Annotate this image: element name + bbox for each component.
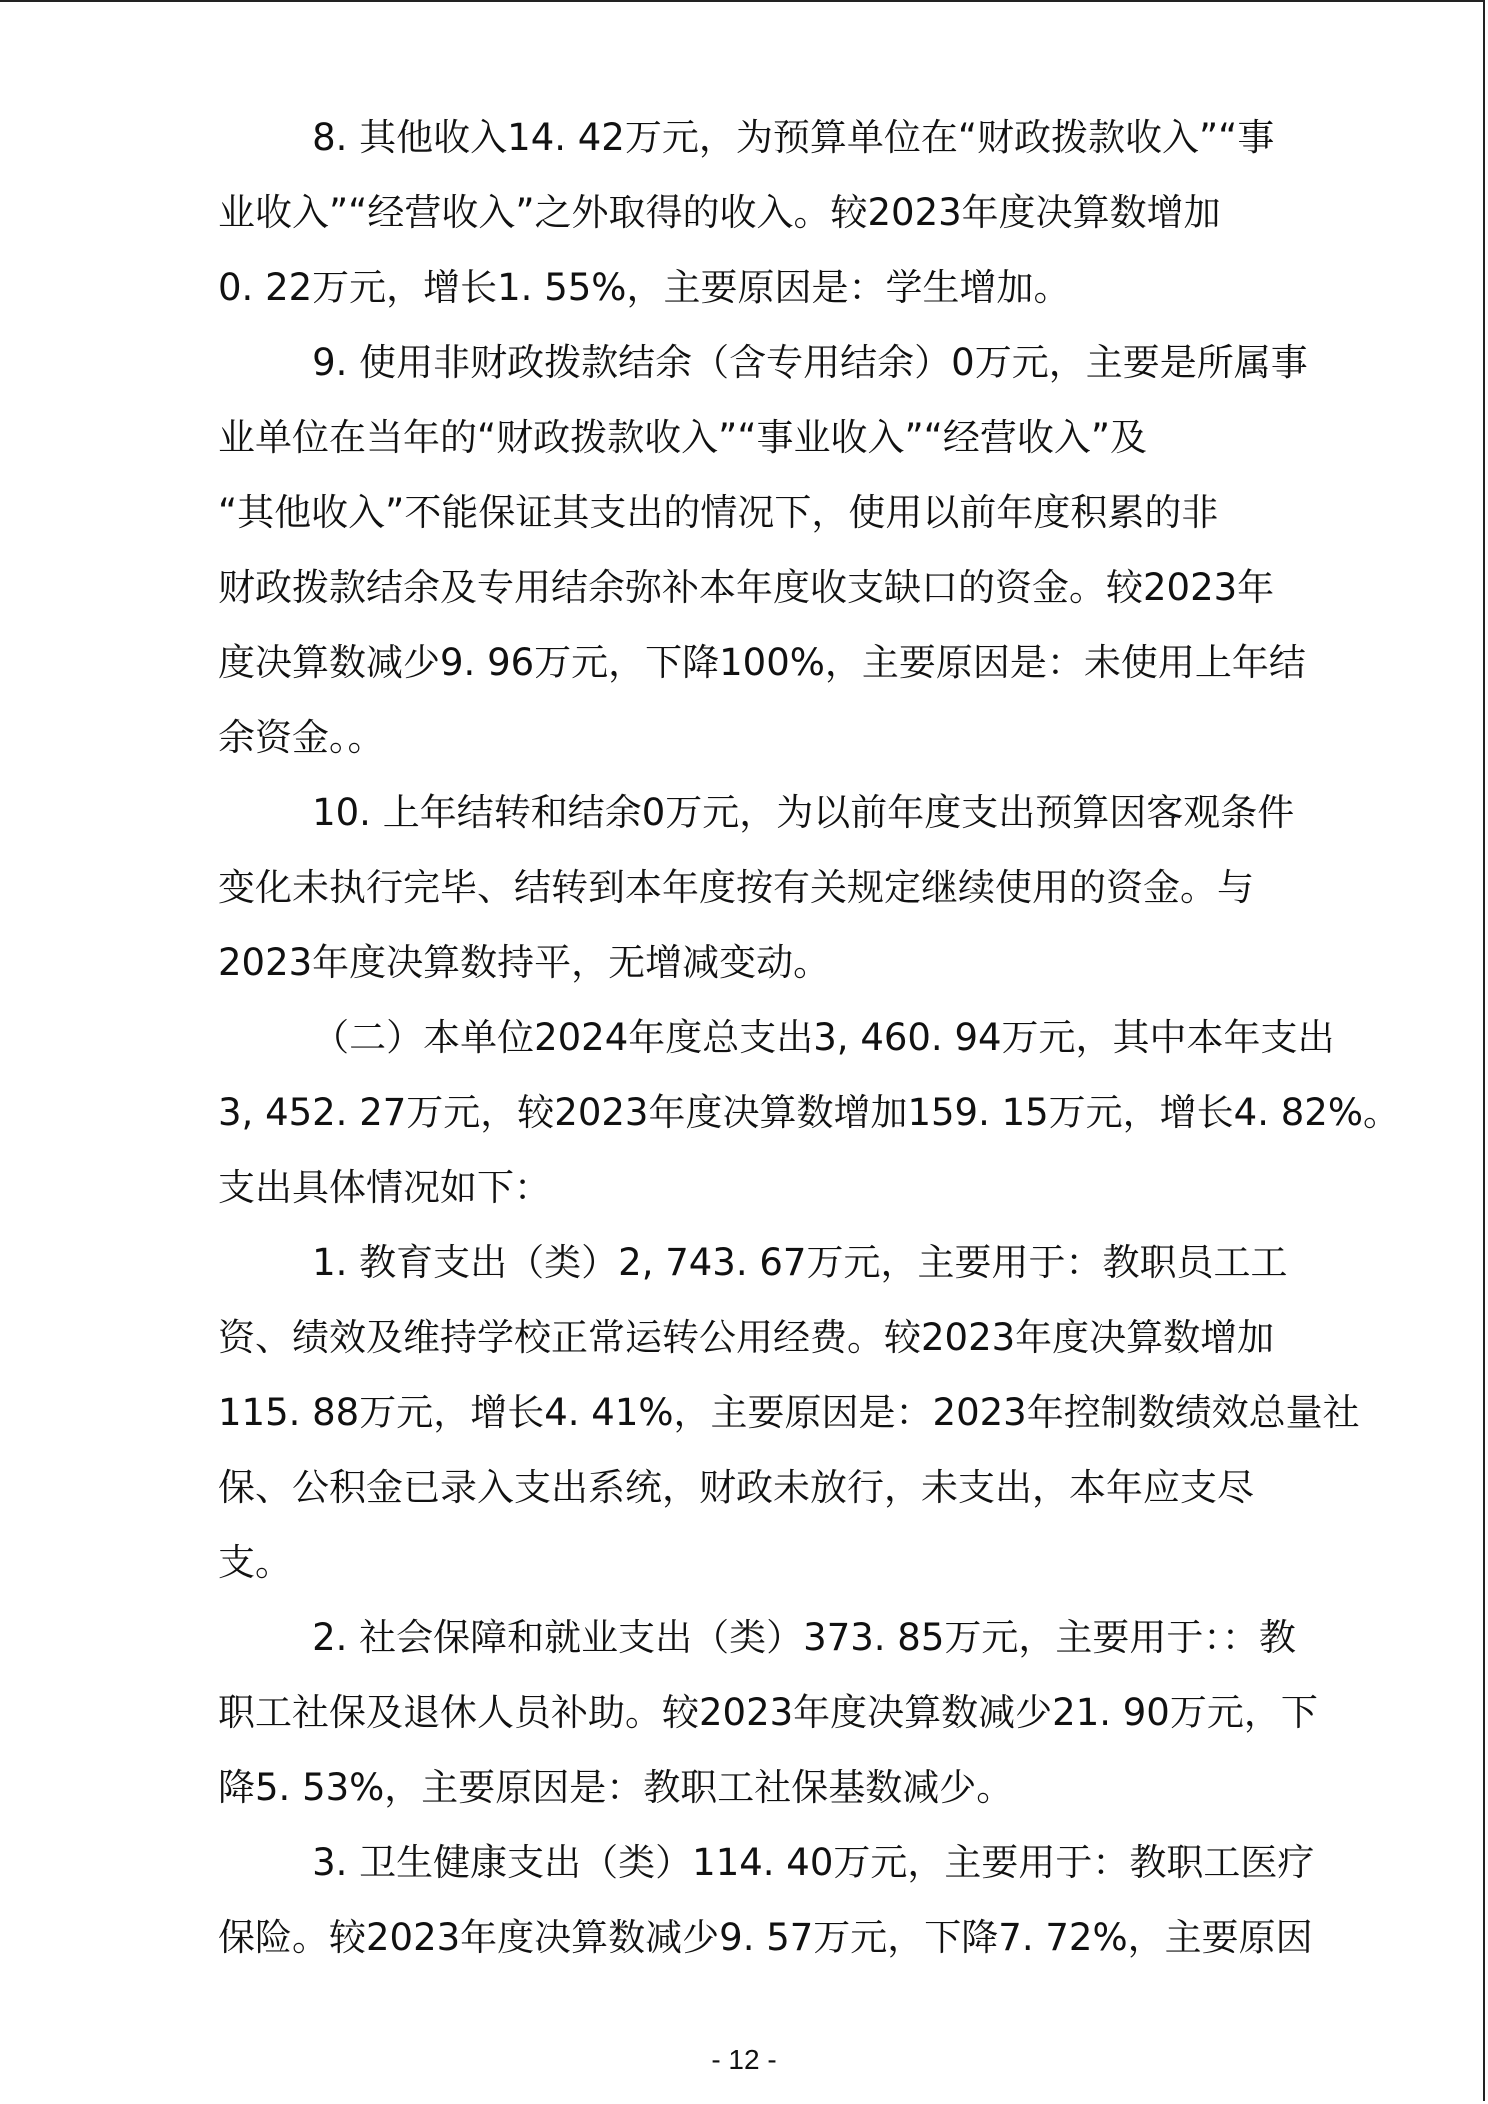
text-line: 支出具体情况如下： [218, 1166, 551, 1209]
text-line: 支。 [218, 1541, 292, 1584]
paragraph-social-security-expenditure [218, 1600, 1318, 1825]
paragraph-health-expenditure [218, 1825, 1315, 1975]
text-line: 资、绩效及维持学校正常运转公用经费。较2023年度决算数增加 [218, 1316, 1275, 1359]
text-line: 2. 社会保障和就业支出（类）373. 85万元，主要用于：：教 [218, 1616, 1296, 1659]
text-line: 115. 88万元，增长4. 41%，主要原因是：2023年控制数绩效总量社 [218, 1391, 1360, 1434]
paragraph-education-expenditure [218, 1225, 1360, 1600]
text-line: 3, 452. 27万元，较2023年度决算数增加159. 15万元，增长4. 82%。 [218, 1091, 1400, 1134]
text-line: 变化未执行完毕、结转到本年度按有关规定继续使用的资金。与 [218, 866, 1254, 909]
text-line: “其他收入”不能保证其支出的情况下，使用以前年度积累的非 [218, 491, 1219, 534]
text-line: （二）本单位2024年度总支出3, 460. 94万元，其中本年支出 [218, 1016, 1335, 1059]
text-line: 2023年度决算数持平，无增减变动。 [218, 941, 831, 984]
text-line: 财政拨款结余及专用结余弥补本年度收支缺口的资金。较2023年 [218, 566, 1275, 609]
text-line: 3. 卫生健康支出（类）114. 40万元，主要用于：教职工医疗 [218, 1841, 1315, 1884]
paragraph-other-income [218, 100, 1284, 325]
paragraph-total-expenditure [218, 1000, 1400, 1225]
text-line: 余资金。。 [218, 716, 385, 759]
text-line: 职工社保及退休人员补助。较2023年度决算数减少21. 90万元，下 [218, 1691, 1318, 1734]
text-line: 8. 其他收入14. 42万元，为预算单位在“财政拨款收入”“事 [218, 116, 1275, 159]
paragraph-prior-year-carryover [218, 775, 1295, 1000]
text-line: 度决算数减少9. 96万元，下降100%，主要原因是：未使用上年结 [218, 641, 1306, 684]
text-line: 降5. 53%，主要原因是：教职工社保基数减少。 [218, 1766, 1014, 1809]
text-line: 9. 使用非财政拨款结余（含专用结余）0万元，主要是所属事 [218, 341, 1308, 384]
text-line: 0. 22万元，增长1. 55%，主要原因是：学生增加。 [218, 266, 1071, 309]
text-line: 10. 上年结转和结余0万元，为以前年度支出预算因客观条件 [218, 791, 1295, 834]
paragraph-non-fiscal-surplus [218, 325, 1308, 775]
text-line: 1. 教育支出（类）2, 743. 67万元，主要用于：教职员工工 [218, 1241, 1288, 1284]
text-line: 保、公积金已录入支出系统，财政未放行，未支出，本年应支尽 [218, 1466, 1254, 1509]
text-line: 保险。较2023年度决算数减少9. 57万元，下降7. 72%，主要原因 [218, 1916, 1313, 1959]
text-line: 业收入”“经营收入”之外取得的收入。较2023年度决算数增加 [218, 191, 1221, 234]
text-line: 业单位在当年的“财政拨款收入”“事业收入”“经营收入”及 [218, 416, 1148, 459]
document-body [218, 100, 1400, 1975]
page-number: - 12 - [711, 2044, 777, 2075]
